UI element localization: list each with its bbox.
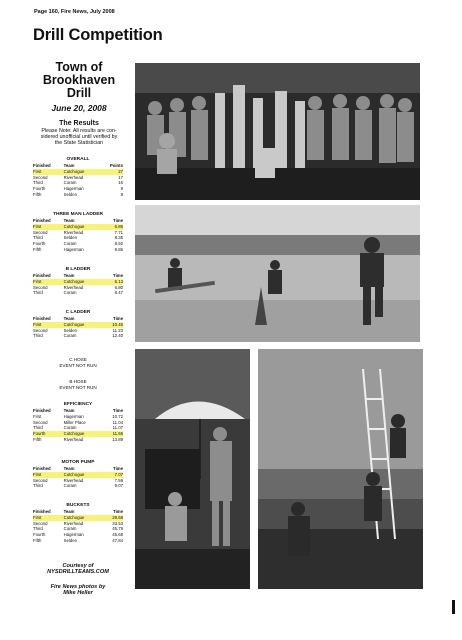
value-cell: 9.86 xyxy=(114,246,123,252)
results-table xyxy=(33,408,123,443)
event-date: June 20, 2008 xyxy=(51,103,107,113)
column-header: Finished xyxy=(33,466,51,471)
column-header: Time xyxy=(113,273,123,278)
value-cell: 9 xyxy=(120,186,123,192)
ladder-run-photo xyxy=(135,205,420,342)
table-row xyxy=(33,333,123,339)
value-cell: 45.68 xyxy=(112,532,123,538)
team-cell: Hagerman xyxy=(63,186,84,192)
value-cell: 16 xyxy=(118,180,123,186)
team-cell: Riverhead xyxy=(63,284,84,290)
value-cell: 9.07 xyxy=(114,483,123,489)
column-header: Team xyxy=(63,316,75,321)
team-cell: Cutchogue xyxy=(64,169,104,175)
bucket-climb-photo xyxy=(258,349,423,589)
place-cell: Third xyxy=(33,333,43,339)
table-row xyxy=(33,483,123,489)
efficiency-results xyxy=(33,402,123,443)
place-cell: Second xyxy=(33,520,48,526)
value-cell: 11.04 xyxy=(112,419,123,425)
team-cell: Selden xyxy=(63,327,77,333)
place-cell: Fourth xyxy=(33,431,64,437)
column-header: Time xyxy=(113,408,123,413)
place-cell: Second xyxy=(33,327,48,333)
place-cell: Third xyxy=(33,290,43,296)
section-heading: OVERALL xyxy=(66,157,90,162)
c-ladder-results xyxy=(33,310,123,339)
event-town-line-3: Drill xyxy=(66,86,92,100)
team-cell: Miller Place xyxy=(63,419,86,425)
team-cell: Riverhead xyxy=(63,436,84,442)
column-header: Finished xyxy=(33,316,51,321)
table-row xyxy=(33,290,123,296)
table-row xyxy=(33,437,123,443)
value-cell: 8.92 xyxy=(114,241,123,247)
column-header: Team xyxy=(63,218,75,223)
value-cell: 6.86 xyxy=(103,224,123,230)
place-cell: Third xyxy=(33,180,43,186)
team-cell: Coram xyxy=(63,483,77,489)
team-cell: Selden xyxy=(63,191,77,197)
b-hose-status xyxy=(33,379,123,391)
team-cell: Coram xyxy=(63,290,77,296)
value-cell: 7.07 xyxy=(103,472,123,478)
place-cell: Second xyxy=(33,477,48,483)
note-line: sidered unofficial until verified by xyxy=(40,134,118,141)
section-heading: C LADDER xyxy=(65,310,91,315)
team-cell: Riverhead xyxy=(63,229,84,235)
motor-pump-photo xyxy=(135,349,250,589)
results-heading: The Results xyxy=(59,120,99,127)
team-cell: Cutchogue xyxy=(64,472,104,478)
place-cell: First xyxy=(33,472,64,478)
motor-pump-results xyxy=(33,460,123,489)
page-title: Drill Competition xyxy=(33,26,163,44)
value-cell: 12.40 xyxy=(112,333,123,339)
column-header: Team xyxy=(63,466,75,471)
team-trophy-image xyxy=(135,63,420,200)
note-line: the State Statistician xyxy=(54,140,104,147)
event-town-line-1: Town of xyxy=(55,60,103,74)
results-table xyxy=(33,466,123,489)
table-row xyxy=(33,538,123,544)
photo-credit-line: Fire News photos by xyxy=(50,584,106,590)
results-table xyxy=(33,316,123,339)
place-cell: Fifth xyxy=(33,246,42,252)
results-table xyxy=(33,218,123,253)
value-cell: 27 xyxy=(103,169,123,175)
team-cell: Coram xyxy=(63,180,77,186)
place-cell: Fifth xyxy=(33,436,42,442)
photo-credit xyxy=(33,584,123,597)
column-header: Finished xyxy=(33,408,51,413)
place-cell: Third xyxy=(33,526,43,532)
team-cell: Coram xyxy=(63,526,77,532)
table-row xyxy=(33,247,123,253)
value-cell: 47.84 xyxy=(112,537,123,543)
results-table xyxy=(33,509,123,544)
value-cell: 8 xyxy=(120,191,123,197)
place-cell: Second xyxy=(33,284,48,290)
photo-credit-name: Mike Heller xyxy=(63,590,93,597)
column-header: Time xyxy=(113,218,123,223)
results-table xyxy=(33,273,123,296)
value-cell: 11.65 xyxy=(103,431,123,437)
three-man-ladder-results xyxy=(33,212,123,253)
event-status: EVENT NOT RUN xyxy=(59,385,97,390)
ladder-run-image xyxy=(135,205,420,342)
value-cell: 17 xyxy=(118,174,123,180)
place-cell: Third xyxy=(33,235,43,241)
column-header: Time xyxy=(113,466,123,471)
column-header: Team xyxy=(63,509,75,514)
bucket-climb-image xyxy=(258,349,423,589)
team-cell: Selden xyxy=(63,235,77,241)
section-heading: MOTOR PUMP xyxy=(61,460,95,465)
value-cell: 7.59 xyxy=(114,477,123,483)
event-status: EVENT NOT RUN xyxy=(59,363,97,368)
section-heading: BUCKETS xyxy=(66,503,90,508)
courtesy-credit xyxy=(33,563,123,576)
motor-pump-image xyxy=(135,349,250,589)
place-cell: First xyxy=(33,515,64,521)
b-ladder-results xyxy=(33,267,123,296)
results-column xyxy=(28,61,130,147)
note-line: Please Note: All results are con- xyxy=(41,128,117,134)
team-cell: Cutchogue xyxy=(64,515,104,521)
value-cell: 8.35 xyxy=(114,235,123,241)
team-cell: Coram xyxy=(63,241,77,247)
column-header: Team xyxy=(63,273,75,278)
value-cell: 6.13 xyxy=(103,279,123,285)
value-cell: 13.89 xyxy=(112,436,123,442)
column-header: Time xyxy=(113,509,123,514)
place-cell: First xyxy=(33,322,64,328)
team-cell: Coram xyxy=(63,425,77,431)
buckets-results xyxy=(33,503,123,544)
team-cell: Hagerman xyxy=(63,413,84,419)
event-town-line-2: Brookhaven xyxy=(42,73,116,87)
overall-results xyxy=(33,157,123,198)
value-cell: 6.80 xyxy=(114,284,123,290)
column-header: Finished xyxy=(33,218,51,223)
results-table xyxy=(33,163,123,198)
team-cell: Riverhead xyxy=(63,174,84,180)
team-cell: Hagerman xyxy=(63,532,84,538)
value-cell: 33.53 xyxy=(112,520,123,526)
value-cell: 7.71 xyxy=(114,229,123,235)
team-cell: Riverhead xyxy=(63,477,84,483)
column-header: Points xyxy=(109,163,123,168)
team-trophy-photo xyxy=(135,63,420,200)
place-cell: Second xyxy=(33,419,48,425)
place-cell: Fifth xyxy=(33,537,42,543)
results-note xyxy=(28,128,130,147)
page-header: Page 160, Fire News, July 2008 xyxy=(34,9,115,15)
team-cell: Cutchogue xyxy=(64,431,104,437)
section-heading: B LADDER xyxy=(65,267,91,272)
value-cell: 11.07 xyxy=(112,425,123,431)
section-heading: THREE MAN LADDER xyxy=(53,212,103,217)
team-cell: Coram xyxy=(63,333,77,339)
place-cell: Third xyxy=(33,425,43,431)
team-cell: Hagerman xyxy=(63,246,84,252)
team-cell: Selden xyxy=(63,537,77,543)
place-cell: Second xyxy=(33,229,48,235)
place-cell: Fifth xyxy=(33,191,42,197)
value-cell: 10.72 xyxy=(112,413,123,419)
column-header: Team xyxy=(63,408,75,413)
team-cell: Riverhead xyxy=(63,520,84,526)
team-cell: Cutchogue xyxy=(64,322,104,328)
team-cell: Cutchogue xyxy=(64,224,104,230)
place-cell: Fourth xyxy=(33,532,46,538)
place-cell: Second xyxy=(33,174,48,180)
value-cell: 10.46 xyxy=(103,322,123,328)
place-cell: First xyxy=(33,169,64,175)
page-edge-mark xyxy=(452,600,455,614)
column-header: Finished xyxy=(33,273,51,278)
place-cell: Fourth xyxy=(33,241,46,247)
event-name: B HOSE xyxy=(69,379,87,384)
place-cell: Third xyxy=(33,483,43,489)
column-header: Time xyxy=(113,316,123,321)
place-cell: First xyxy=(33,279,64,285)
courtesy-line: Courtesy of xyxy=(62,563,94,569)
place-cell: First xyxy=(33,413,42,419)
column-header: Finished xyxy=(33,163,51,168)
c-hose-status xyxy=(33,357,123,369)
column-header: Finished xyxy=(33,509,51,514)
value-cell: 8.47 xyxy=(114,290,123,296)
courtesy-site: NYSDRILLTEAMS.COM xyxy=(47,569,109,576)
table-row xyxy=(33,192,123,198)
section-heading: EFFICIENCY xyxy=(63,402,93,407)
place-cell: First xyxy=(33,224,64,230)
team-cell: Cutchogue xyxy=(64,279,104,285)
value-cell: 11.23 xyxy=(112,327,123,333)
column-header: Team xyxy=(63,163,75,168)
value-cell: 29.68 xyxy=(103,515,123,521)
value-cell: 45.79 xyxy=(112,526,123,532)
place-cell: Fourth xyxy=(33,186,46,192)
event-name: C HOSE xyxy=(69,357,87,362)
